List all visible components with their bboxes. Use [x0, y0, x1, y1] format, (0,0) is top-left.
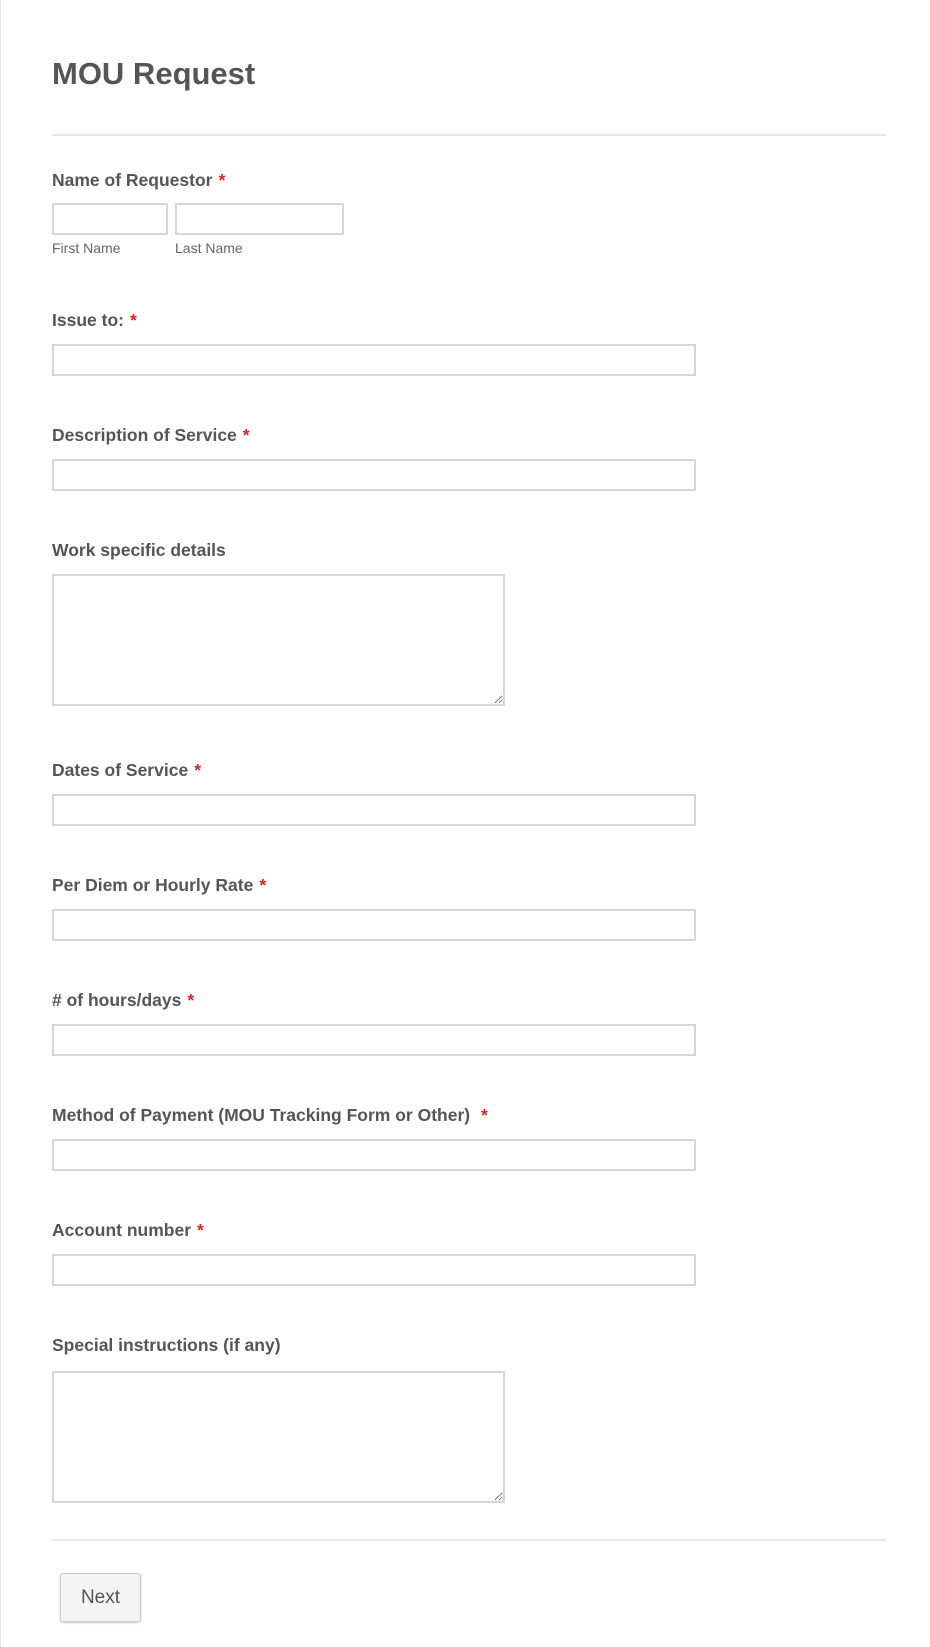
dates-input[interactable]: [52, 794, 696, 826]
account-label: Account number *: [52, 1220, 204, 1240]
last-name-input[interactable]: [175, 203, 344, 235]
required-marker: *: [242, 425, 250, 445]
required-marker: *: [259, 875, 267, 895]
rate-label: Per Diem or Hourly Rate *: [52, 875, 267, 895]
required-marker: *: [129, 310, 137, 330]
next-button[interactable]: Next: [60, 1573, 141, 1622]
required-marker: *: [194, 760, 201, 780]
description-input[interactable]: [52, 459, 696, 491]
divider: [52, 1539, 886, 1541]
payment-label: Method of Payment (MOU Tracking Form or Other) *: [52, 1105, 488, 1125]
issue-to-input[interactable]: [52, 344, 696, 376]
payment-input[interactable]: [52, 1139, 696, 1171]
required-marker: *: [187, 990, 195, 1010]
first-name-sublabel: First Name: [52, 240, 121, 256]
dates-label: Dates of Service *: [52, 760, 201, 780]
divider: [52, 134, 886, 136]
first-name-input[interactable]: [52, 203, 168, 235]
required-marker: *: [480, 1105, 488, 1125]
special-label: Special instructions (if any): [52, 1335, 281, 1355]
required-marker: *: [218, 170, 226, 190]
last-name-sublabel: Last Name: [175, 240, 243, 256]
rate-input[interactable]: [52, 909, 696, 941]
work-details-textarea[interactable]: [52, 574, 505, 706]
page-title: MOU Request: [52, 56, 256, 91]
required-marker: *: [197, 1220, 204, 1240]
description-label: Description of Service *: [52, 425, 250, 445]
issue-to-label: Issue to: *: [52, 310, 137, 330]
hours-input[interactable]: [52, 1024, 696, 1056]
work-details-label: Work specific details: [52, 540, 226, 560]
hours-label: # of hours/days *: [52, 990, 195, 1010]
name-of-requestor-label: Name of Requestor *: [52, 170, 226, 190]
account-input[interactable]: [52, 1254, 696, 1286]
special-textarea[interactable]: [52, 1371, 505, 1503]
